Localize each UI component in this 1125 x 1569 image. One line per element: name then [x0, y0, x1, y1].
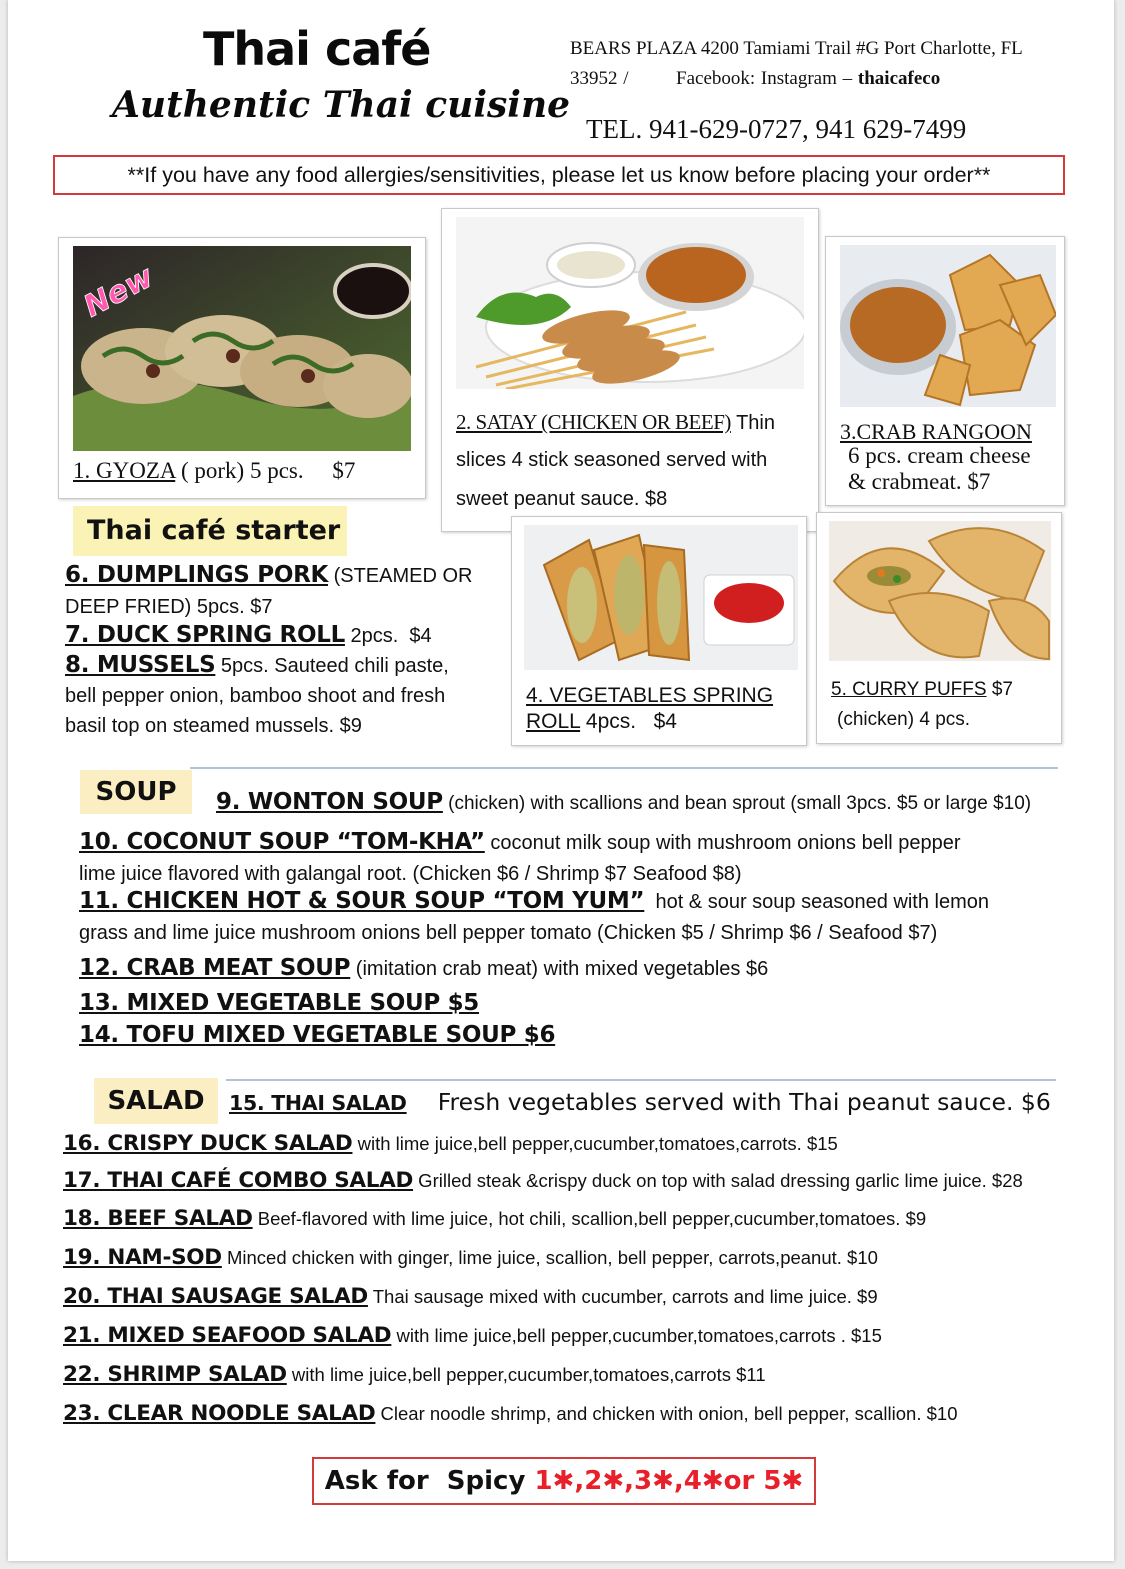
starter-item	[65, 652, 449, 678]
item-desc: coconut milk soup with mushroom onions bell pepper	[484, 832, 961, 854]
item-name: 9. WONTON SOUP	[216, 789, 443, 815]
soup-divider	[190, 767, 1058, 769]
spicy-level-box	[312, 1457, 816, 1505]
curry-puffs-photo	[829, 521, 1051, 661]
satay-desc-1: Thin	[730, 412, 775, 434]
item-desc: Grilled steak &crispy duck on top with salad dressing garlic lime juice. $28	[413, 1170, 1023, 1191]
item-name: 13. MIXED VEGETABLE SOUP $5	[79, 990, 480, 1016]
spring-roll-line2	[526, 709, 677, 735]
spring-roll-title	[526, 683, 773, 709]
item-desc: Minced chicken with ginger, lime juice, scallion, bell pepper, carrots,peanut. $10	[221, 1247, 878, 1268]
salad-item	[63, 1362, 766, 1387]
item-name: 17. THAI CAFÉ COMBO SALAD	[63, 1168, 414, 1193]
gyoza-label	[73, 458, 355, 484]
curry-puffs-name: 5. CURRY PUFFS	[831, 679, 987, 700]
crab-rangoon-photo	[840, 245, 1056, 407]
curry-puffs-price: $7	[986, 679, 1013, 700]
item-name: 8. MUSSELS	[65, 652, 216, 678]
salad-heading: SALAD	[94, 1078, 218, 1124]
restaurant-tagline: Authentic Thai cuisine	[112, 84, 571, 126]
salad-divider	[226, 1079, 1056, 1081]
starter-item	[65, 622, 432, 648]
gyoza-desc: ( pork) 5 pcs. $7	[175, 458, 356, 483]
item-desc: 5pcs. Sauteed chili paste,	[215, 655, 449, 677]
gyoza-photo	[73, 246, 411, 451]
item-name: 11. CHICKEN HOT & SOUR SOUP “TOM YUM”	[79, 888, 645, 914]
item-name: 10. COCONUT SOUP “TOM-KHA”	[79, 829, 485, 855]
spicy-levels: 1✱,2✱,3✱,4✱or 5✱	[534, 1466, 804, 1496]
spring-roll-photo	[524, 525, 798, 670]
card-satay	[441, 208, 819, 532]
item-name: 18. BEEF SALAD	[63, 1206, 253, 1231]
item-name: 14. TOFU MIXED VEGETABLE SOUP $6	[79, 1022, 556, 1048]
soup-item	[216, 789, 1031, 815]
starter-item	[65, 562, 472, 588]
salad-item	[63, 1168, 1023, 1193]
item-desc: Clear noodle shrimp, and chicken with onion, bell pepper, scallion. $10	[375, 1403, 958, 1424]
item-name: 19. NAM-SOD	[63, 1245, 222, 1270]
salad-item	[63, 1206, 926, 1231]
starter-item-cont: DEEP FRIED) 5pcs. $7	[65, 596, 273, 618]
item-desc: with lime juice,bell pepper,cucumber,tomatoes,carrots. $15	[352, 1133, 838, 1154]
crab-rangoon-title: 3.CRAB RANGOON	[840, 419, 1032, 444]
item-desc: (STEAMED OR	[328, 565, 473, 587]
card-spring-roll	[511, 516, 807, 746]
soup-item	[79, 955, 768, 981]
item-name: 12. CRAB MEAT SOUP	[79, 955, 351, 981]
item-name: 6. DUMPLINGS PORK	[65, 562, 329, 588]
item-desc: Thai sausage mixed with cucumber, carrots and lime juice. $9	[367, 1286, 878, 1307]
telephone: TEL. 941-629-0727, 941 629-7499	[586, 114, 967, 144]
allergy-notice: **If you have any food allergies/sensitivities, please let us know before placing your order**	[53, 155, 1065, 195]
starter-item-cont: basil top on steamed mussels. $9	[65, 715, 362, 737]
menu-page	[8, 0, 1114, 1561]
spring-roll-desc: 4pcs. $4	[580, 710, 677, 733]
address-line: BEARS PLAZA 4200 Tamiami Trail #G Port Charlotte, FL	[570, 38, 1023, 59]
gyoza-name: 1. GYOZA	[73, 458, 176, 483]
card-curry-puffs	[816, 512, 1062, 744]
item-desc: (chicken) with scallions and bean sprout (small 3pcs. $5 or large $10)	[442, 793, 1032, 814]
curry-puffs-line2: (chicken) 4 pcs.	[837, 709, 971, 730]
satay-photo	[456, 217, 804, 389]
item-desc: (imitation crab meat) with mixed vegetables $6	[350, 958, 769, 980]
card-crab-rangoon	[825, 236, 1065, 506]
salad-item	[63, 1245, 878, 1270]
soup-heading: SOUP	[80, 770, 192, 814]
item-name: 16. CRISPY DUCK SALAD	[63, 1131, 353, 1156]
crab-rangoon-line2: & crabmeat. $7	[848, 469, 991, 494]
item-name: 21. MIXED SEAFOOD SALAD	[63, 1323, 392, 1348]
social-handle: thaicafeco	[857, 68, 941, 89]
social-line	[570, 68, 940, 90]
salad-item	[63, 1284, 878, 1309]
social-label: Facebook: Instagram –	[676, 68, 853, 89]
item-desc: with lime juice,bell pepper,cucumber,tomatoes,carrots . $15	[391, 1325, 882, 1346]
soup-item	[79, 1022, 555, 1048]
item-name: 15. THAI SALAD	[229, 1091, 407, 1115]
item-desc: 2pcs. $4	[344, 625, 432, 647]
curry-puffs-line1	[831, 677, 1013, 703]
card-gyoza	[58, 237, 426, 499]
item-desc: Fresh vegetables served with Thai peanut sauce. $6	[437, 1088, 1051, 1116]
soup-item	[79, 829, 961, 855]
spring-roll-name-b: ROLL	[526, 710, 581, 733]
item-desc: Beef-flavored with lime juice, hot chili, scallion,bell pepper,cucumber,tomatoes. $9	[252, 1208, 927, 1229]
satay-line2: slices 4 stick seasoned served with	[456, 449, 768, 471]
soup-item-cont: grass and lime juice mushroom onions bell pepper tomato (Chicken $5 / Shrimp $6 / Seafood $7)	[79, 922, 938, 944]
spring-roll-name-a: 4. VEGETABLES SPRING	[526, 684, 774, 707]
restaurant-name: Thai café	[203, 22, 431, 76]
item-name: 7. DUCK SPRING ROLL	[65, 622, 345, 648]
item-desc: hot & sour soup seasoned with lemon	[644, 891, 989, 913]
starter-heading: Thai café starter	[73, 506, 347, 556]
item-name: 20. THAI SAUSAGE SALAD	[63, 1284, 368, 1309]
soup-item	[79, 888, 989, 914]
soup-item	[79, 990, 479, 1016]
crab-rangoon-line1: 6 pcs. cream cheese	[848, 443, 1031, 468]
salad-item	[229, 1088, 1051, 1116]
satay-line3: sweet peanut sauce. $8	[456, 488, 668, 510]
item-name: 22. SHRIMP SALAD	[63, 1362, 287, 1387]
item-name: 23. CLEAR NOODLE SALAD	[63, 1401, 376, 1426]
satay-name: 2. SATAY (CHICKEN OR BEEF)	[456, 410, 731, 434]
salad-item	[63, 1323, 882, 1348]
item-desc: with lime juice,bell pepper,cucumber,tomatoes,carrots $11	[286, 1364, 766, 1385]
spicy-label: Ask for Spicy	[324, 1466, 535, 1496]
salad-item	[63, 1131, 838, 1156]
crab-rangoon-name	[840, 419, 1032, 445]
starter-item-cont: bell pepper onion, bamboo shoot and fresh	[65, 685, 446, 707]
zip-code: 33952 /	[570, 68, 629, 89]
soup-item-cont: lime juice flavored with galangal root. (Chicken $6 / Shrimp $7 Seafood $8)	[79, 863, 742, 885]
new-badge: New	[78, 259, 160, 325]
salad-item	[63, 1401, 957, 1426]
satay-line1	[456, 409, 775, 436]
